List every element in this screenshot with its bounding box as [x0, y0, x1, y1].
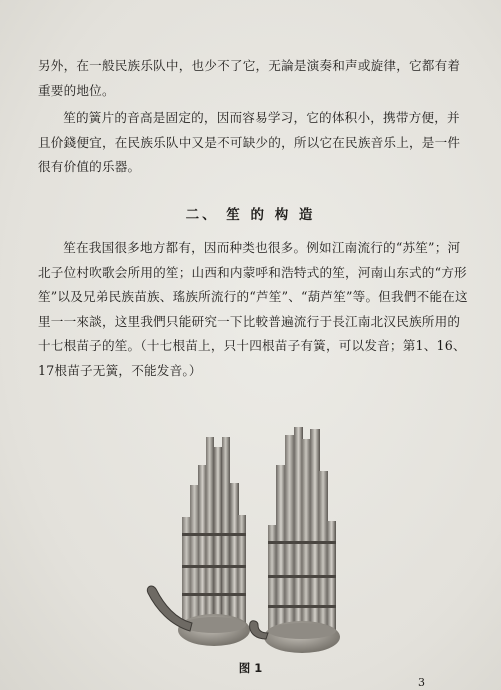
paragraph-2: 笙的簧片的音高是固定的，因而容易学习，它的体积小，携带方便，并且价錢便宜，在民族乐队中又是不可缺少的，所以它在民族音乐上，是一件很有价值的乐器。	[38, 110, 461, 174]
sheng-right	[250, 427, 340, 653]
section-note: （十七根苗上，只十四根苗子有簧，可以发音；第1、16、17根苗子无簧，不能发音。）	[38, 338, 466, 378]
section-heading: 二、 笙 的 构 造	[185, 207, 316, 223]
sheng-left	[147, 437, 250, 646]
figure-caption: 图 1	[238, 661, 263, 675]
section-paragraph-text: 笙在我国很多地方都有，因而种类也很多。例如江南流行的“苏笙”；河北子位村吹歌会所用的笙；山西和内蒙呼和浩特式的笙，河南山东式的“方形笙”以及兄弟民族苗族、瑤族所流行的“芦笙”、“葫芦笙”等。但我們不能在这里一一來談，这里我們只能研究一下比較普遍流行于長江南北汉民族所用的十七根苗子的笙。	[38, 240, 468, 353]
section-paragraph	[38, 236, 468, 383]
sheng-photo	[130, 425, 380, 657]
paragraph-1: 另外，在一般民族乐队中，也少不了它，无論是演奏和声或旋律，它都有着重要的地位。	[38, 58, 461, 98]
page-number: 3	[418, 676, 425, 689]
